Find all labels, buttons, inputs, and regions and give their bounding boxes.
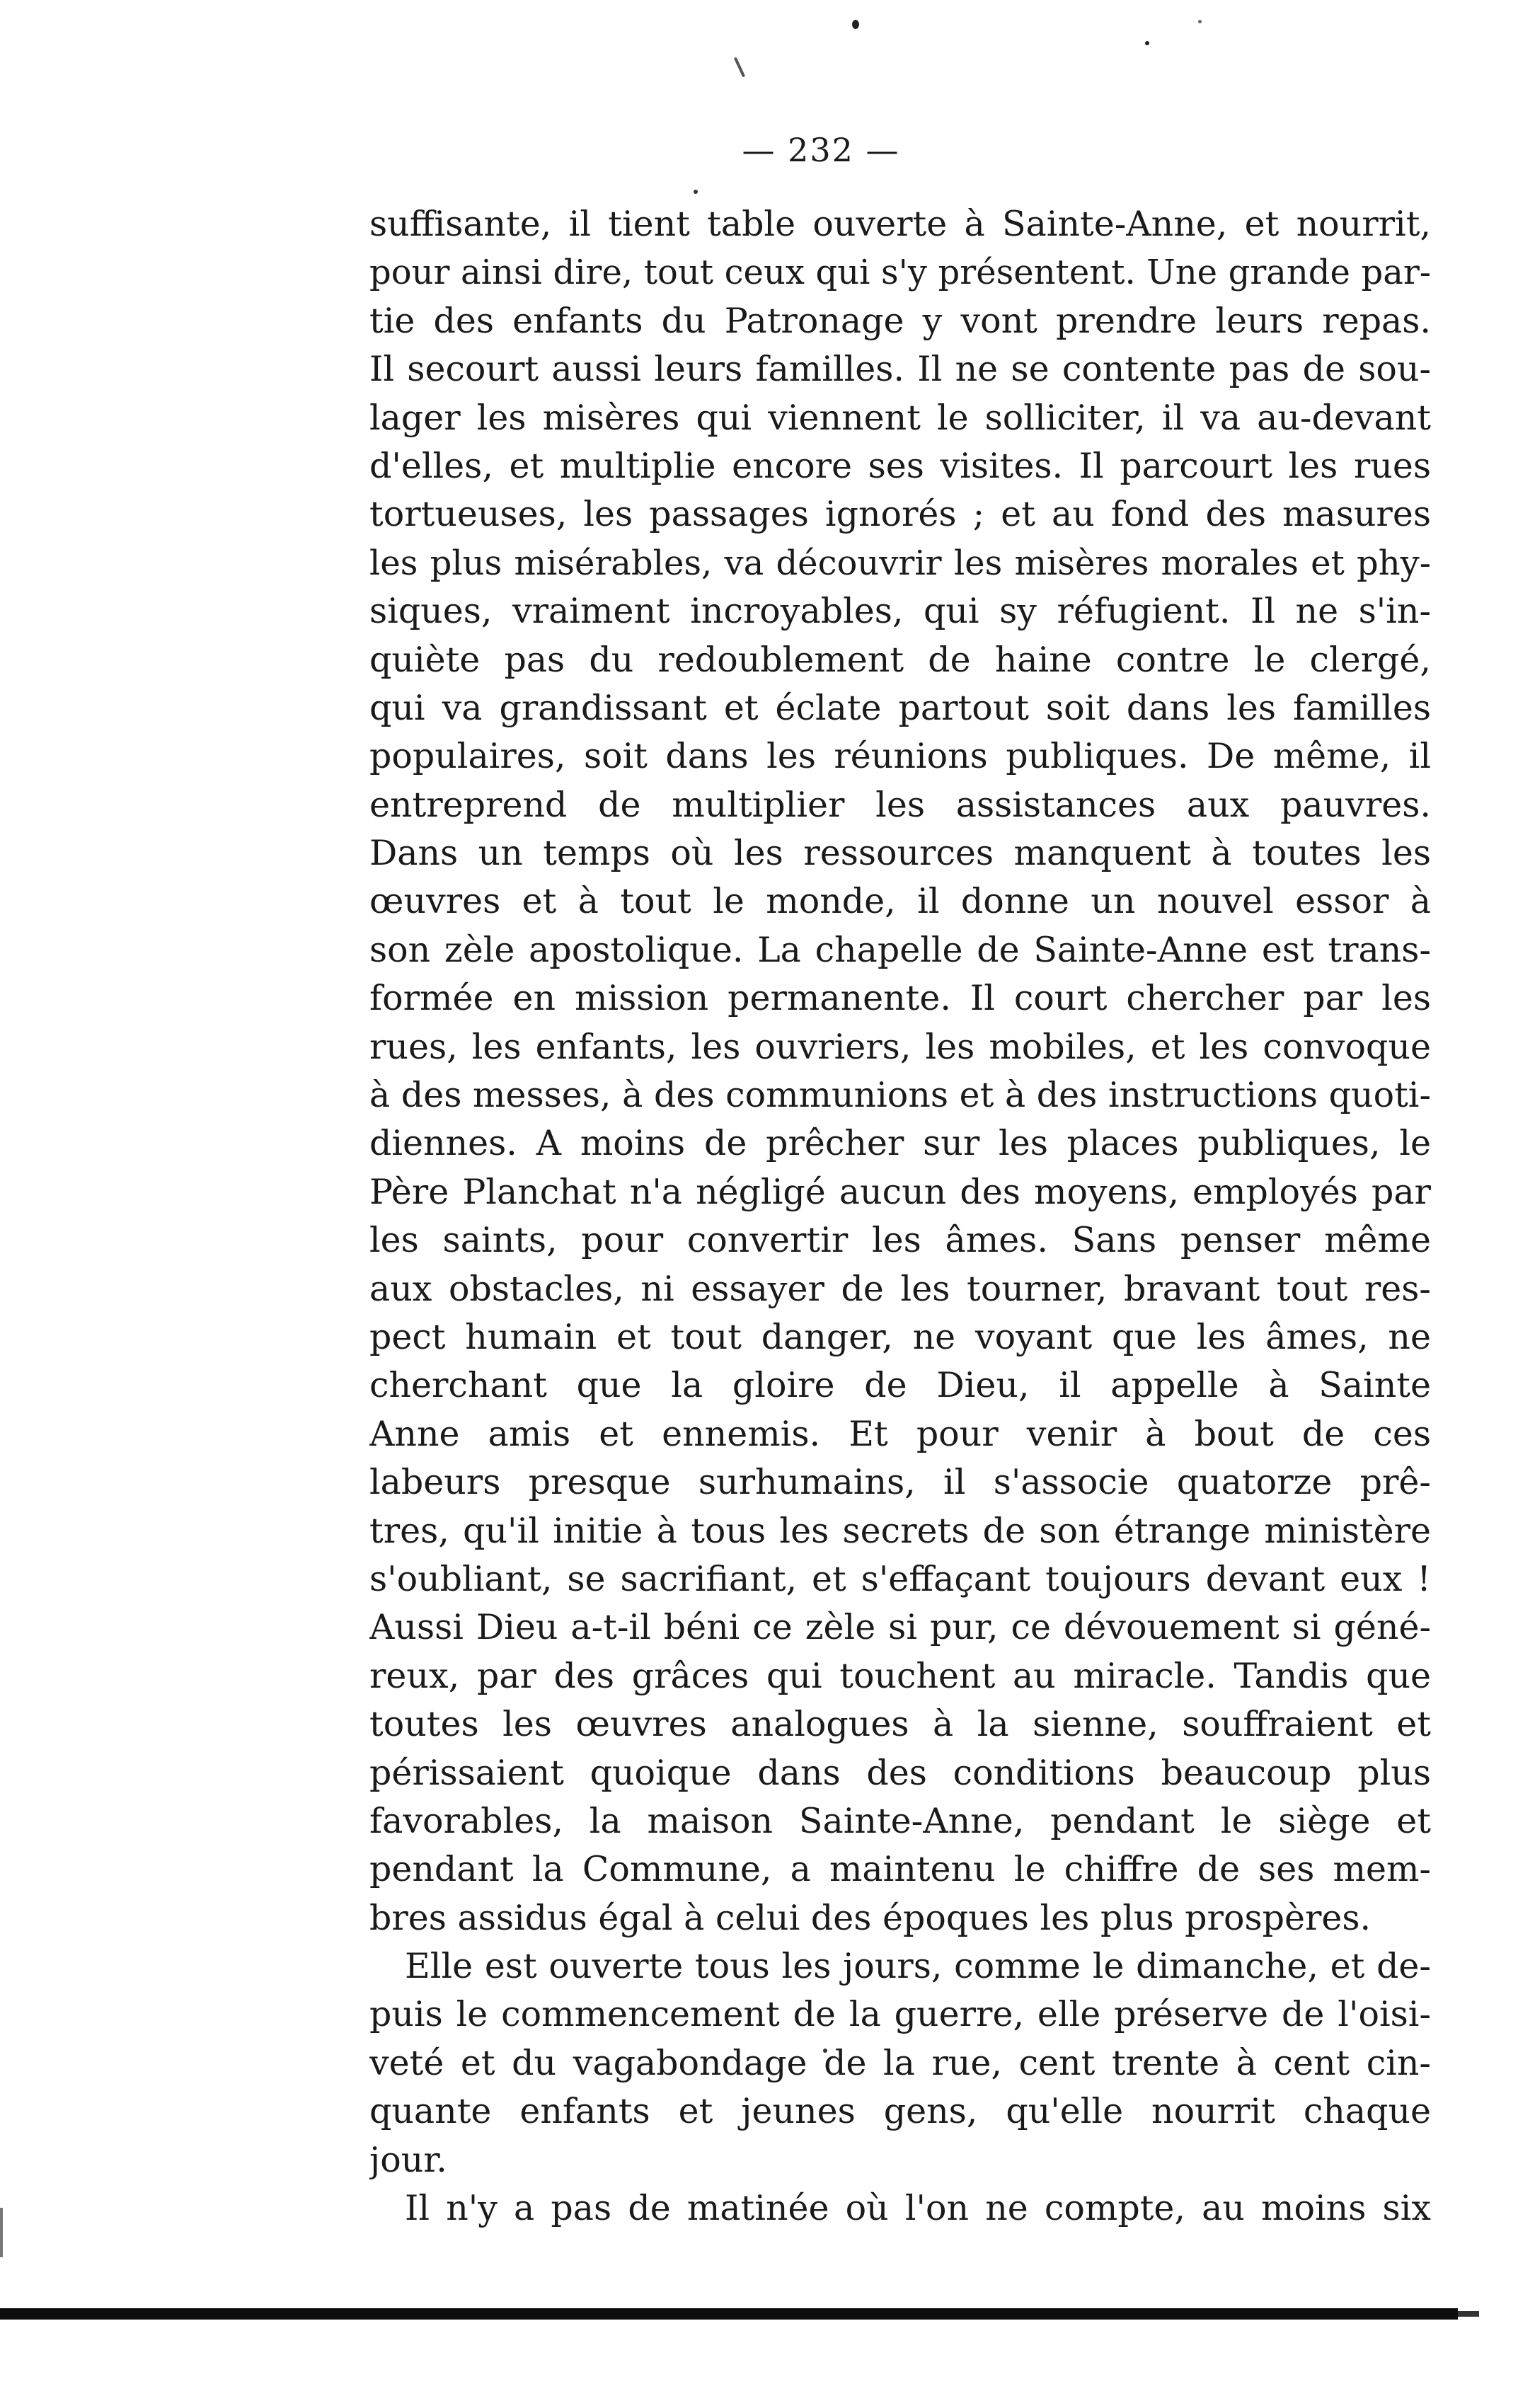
text-line: aux obstacles, ni essayer de les tourner, bravant tout res- [369, 1268, 1431, 1309]
text-line: à des messes, à des communions et à des instructions quoti- [369, 1075, 1431, 1116]
text-line: diennes. A moins de prêcher sur les places publiques, le [369, 1123, 1431, 1164]
text-line: Il secourt aussi leurs familles. Il ne se contente pas de sou- [369, 349, 1431, 390]
ink-speck [694, 190, 698, 194]
text-line: œuvres et à tout le monde, il donne un nouvel essor à [369, 881, 1431, 922]
text-line: qui va grandissant et éclate partout soit dans les familles [369, 687, 1431, 728]
text-line: formée en mission permanente. Il court chercher par les [369, 978, 1431, 1019]
text-line: Il n'y a pas de matinée où l'on ne compte, au moins six [405, 2188, 1431, 2229]
text-line: périssaient quoique dans des conditions beaucoup plus [369, 1752, 1431, 1793]
text-line: siques, vraiment incroyables, qui sy réfugient. Il ne s'in- [369, 591, 1431, 632]
text-line: Aussi Dieu a-t-il béni ce zèle si pur, ce dévouement si géné- [369, 1607, 1431, 1648]
text-line: cherchant que la gloire de Dieu, il appelle à Sainte [369, 1365, 1431, 1406]
text-line: populaires, soit dans les réunions publiques. De même, il [369, 736, 1431, 777]
text-line: Père Planchat n'a négligé aucun des moyens, employés par [369, 1171, 1431, 1212]
text-line: lager les misères qui viennent le solliciter, il va au-devant [369, 397, 1431, 438]
ink-speck [852, 20, 859, 29]
text-line: veté et du vagabondage de la rue, cent trente à cent cin- [369, 2042, 1431, 2083]
text-line: tortueuses, les passages ignorés ; et au fond des masures [369, 494, 1431, 535]
text-line: quante enfants et jeunes gens, qu'elle nourrit chaque [369, 2091, 1431, 2132]
text-line: d'elles, et multiplie encore ses visites. Il parcourt les rues [369, 445, 1431, 486]
text-line: favorables, la maison Sainte-Anne, pendant le siège et [369, 1800, 1431, 1841]
text-line: les plus misérables, va découvrir les misères morales et phy- [369, 543, 1431, 583]
text-line: son zèle apostolique. La chapelle de Sainte-Anne est trans- [369, 929, 1431, 970]
text-line: labeurs presque surhumains, il s'associe quatorze prê- [369, 1462, 1431, 1503]
text-line: pect humain et tout danger, ne voyant que les âmes, ne [369, 1316, 1431, 1357]
text-line: tres, qu'il initie à tous les secrets de son étrange ministère [369, 1510, 1431, 1551]
text-line: rues, les enfants, les ouvriers, les mobiles, et les convoque [369, 1026, 1431, 1067]
text-line: les saints, pour convertir les âmes. Sans penser même [369, 1220, 1431, 1261]
text-line: s'oubliant, se sacrifiant, et s'effaçant toujours devant eux ! [369, 1558, 1431, 1599]
ink-speck [1145, 41, 1149, 45]
text-line: Dans un temps où les ressources manquent à toutes les [369, 833, 1431, 874]
text-line: tie des enfants du Patronage y vont prendre leurs repas. [369, 300, 1431, 341]
text-line: bres assidus égal à celui des époques les plus prospères. [369, 1897, 1372, 1938]
text-line: entreprend de multiplier les assistances aux pauvres. [369, 784, 1431, 825]
text-line: pendant la Commune, a maintenu le chiffre de ses mem- [369, 1849, 1431, 1890]
text-line: Anne amis et ennemis. Et pour venir à bout de ces [369, 1413, 1431, 1454]
text-line: quiète pas du redoublement de haine contre le clergé, [369, 639, 1431, 680]
text-line: Elle est ouverte tous les jours, comme le dimanche, et de- [405, 1946, 1431, 1987]
text-line: reux, par des grâces qui touchent au miracle. Tandis que [369, 1655, 1431, 1696]
text-line: toutes les œuvres analogues à la sienne, souffraient et [369, 1704, 1431, 1745]
text-line: suffisante, il tient table ouverte à Sainte-Anne, et nourrit, [369, 204, 1431, 244]
bottom-scan-border-edge [1458, 2311, 1479, 2317]
text-line: jour. [369, 2139, 447, 2180]
text-line: pour ainsi dire, tout ceux qui s'y présentent. Une grande par- [369, 253, 1431, 293]
bottom-scan-border [0, 2308, 1458, 2320]
scan-edge-mark [0, 2208, 3, 2257]
text-line: puis le commencement de la guerre, elle préserve de l'oisi- [369, 1994, 1431, 2035]
ink-speck [734, 57, 745, 78]
ink-speck [1198, 20, 1202, 23]
body-text [369, 200, 1431, 2233]
page-number: — 232 — [742, 131, 900, 169]
